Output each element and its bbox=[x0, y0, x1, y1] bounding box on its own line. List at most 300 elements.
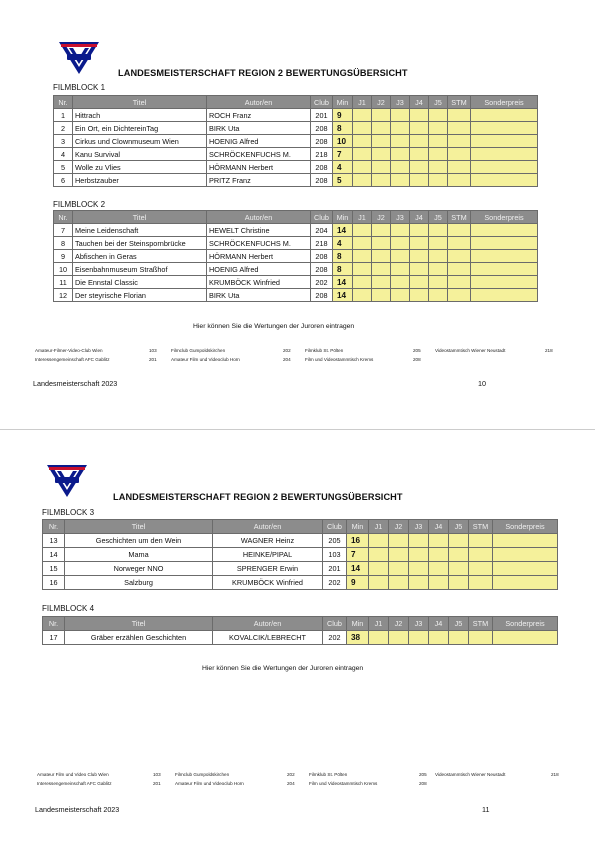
cell-min: 8 bbox=[333, 250, 353, 263]
score-cell-stm[interactable] bbox=[469, 576, 493, 590]
club-code: 103 bbox=[153, 772, 161, 777]
cell-authors: WAGNER Heinz bbox=[213, 534, 323, 548]
score-cell-j1[interactable] bbox=[353, 276, 372, 289]
score-cell-j2[interactable] bbox=[389, 576, 409, 590]
cell-authors: HÖRMANN Herbert bbox=[207, 250, 311, 263]
score-cell-prize[interactable] bbox=[471, 237, 538, 250]
score-cell-j5[interactable] bbox=[429, 289, 448, 302]
cell-title: Gräber erzählen Geschichten bbox=[65, 631, 213, 645]
table-header-row bbox=[43, 520, 558, 534]
score-cell-j2[interactable] bbox=[372, 276, 391, 289]
cell-club: 208 bbox=[311, 122, 333, 135]
score-cell-stm[interactable] bbox=[469, 534, 493, 548]
score-cell-j5[interactable] bbox=[429, 237, 448, 250]
page-number: 10 bbox=[478, 379, 486, 388]
score-cell-j4[interactable] bbox=[410, 224, 429, 237]
score-cell-prize[interactable] bbox=[471, 224, 538, 237]
cell-min: 10 bbox=[333, 135, 353, 148]
score-cell-prize[interactable] bbox=[493, 576, 558, 590]
score-cell-j4[interactable] bbox=[410, 289, 429, 302]
cell-title: Hittrach bbox=[73, 109, 207, 122]
filmblock-4-table bbox=[42, 616, 558, 645]
cell-title: Herbstzauber bbox=[73, 174, 207, 187]
cell-min: 38 bbox=[347, 631, 369, 645]
cell-nr: 5 bbox=[54, 161, 73, 174]
table-row bbox=[43, 562, 558, 576]
score-cell-prize[interactable] bbox=[471, 135, 538, 148]
cell-nr: 14 bbox=[43, 548, 65, 562]
cell-authors: BIRK Uta bbox=[207, 289, 311, 302]
cell-club: 201 bbox=[323, 562, 347, 576]
score-cell-stm[interactable] bbox=[448, 237, 471, 250]
score-cell-prize[interactable] bbox=[471, 263, 538, 276]
score-cell-j1[interactable] bbox=[353, 122, 372, 135]
score-cell-prize[interactable] bbox=[493, 562, 558, 576]
score-cell-j1[interactable] bbox=[369, 562, 389, 576]
cell-nr: 10 bbox=[54, 263, 73, 276]
cell-club: 218 bbox=[311, 237, 333, 250]
score-cell-j2[interactable] bbox=[372, 224, 391, 237]
jury-hint: Hier können Sie die Wertungen der Juroren eintragen bbox=[202, 665, 364, 672]
cell-title: Cirkus und Clownmuseum Wien bbox=[73, 135, 207, 148]
cell-club: 205 bbox=[323, 534, 347, 548]
cell-min: 5 bbox=[333, 174, 353, 187]
cell-authors: SCHRÖCKENFUCHS M. bbox=[207, 237, 311, 250]
col-header-club: Club bbox=[323, 520, 347, 534]
score-cell-j4[interactable] bbox=[410, 263, 429, 276]
cell-nr: 4 bbox=[54, 148, 73, 161]
score-cell-j2[interactable] bbox=[372, 250, 391, 263]
col-header-authors: Autor/en bbox=[213, 520, 323, 534]
club-name: Amateur Film und Video Club Wien bbox=[37, 772, 109, 777]
cell-title: Mama bbox=[65, 548, 213, 562]
score-cell-j1[interactable] bbox=[353, 148, 372, 161]
club-name: Videostammtisch Wiener Neustadt bbox=[435, 772, 506, 777]
score-cell-prize[interactable] bbox=[471, 161, 538, 174]
col-header-j4: J4 bbox=[429, 520, 449, 534]
score-cell-j4[interactable] bbox=[429, 562, 449, 576]
cell-authors: KOVALCIK/LEBRECHT bbox=[213, 631, 323, 645]
score-cell-stm[interactable] bbox=[448, 148, 471, 161]
col-header-j1: J1 bbox=[369, 520, 389, 534]
score-cell-stm[interactable] bbox=[469, 548, 493, 562]
filmblock-2-table bbox=[53, 210, 538, 302]
score-cell-prize[interactable] bbox=[471, 122, 538, 135]
club-code: 205 bbox=[419, 772, 427, 777]
filmblock-2-label: FILMBLOCK 2 bbox=[53, 200, 106, 209]
club-code: 204 bbox=[283, 357, 291, 362]
cell-club: 103 bbox=[323, 548, 347, 562]
score-cell-j2[interactable] bbox=[372, 263, 391, 276]
club-code: 204 bbox=[287, 781, 295, 786]
col-header-prize: Sonderpreis bbox=[471, 96, 538, 109]
club-name: Amateur Film und Videoclub Horn bbox=[171, 357, 240, 362]
club-code: 205 bbox=[413, 348, 421, 353]
score-cell-j5[interactable] bbox=[449, 631, 469, 645]
score-cell-j1[interactable] bbox=[353, 135, 372, 148]
club-code: 103 bbox=[149, 348, 157, 353]
score-cell-j5[interactable] bbox=[429, 174, 448, 187]
score-cell-prize[interactable] bbox=[471, 174, 538, 187]
score-cell-j3[interactable] bbox=[391, 135, 410, 148]
score-cell-j2[interactable] bbox=[372, 122, 391, 135]
score-cell-stm[interactable] bbox=[448, 289, 471, 302]
cell-title: Salzburg bbox=[65, 576, 213, 590]
footer-title: Landesmeisterschaft 2023 bbox=[33, 379, 118, 388]
col-header-j3: J3 bbox=[409, 617, 429, 631]
filmblock-1-label: FILMBLOCK 1 bbox=[53, 83, 106, 92]
score-cell-j5[interactable] bbox=[449, 534, 469, 548]
col-header-j1: J1 bbox=[369, 617, 389, 631]
cell-title: Abfischen in Geras bbox=[73, 250, 207, 263]
cell-club: 202 bbox=[323, 631, 347, 645]
score-cell-j4[interactable] bbox=[410, 237, 429, 250]
score-cell-j3[interactable] bbox=[391, 276, 410, 289]
col-header-j2: J2 bbox=[389, 520, 409, 534]
col-header-stm: STM bbox=[448, 211, 471, 224]
cell-nr: 16 bbox=[43, 576, 65, 590]
col-header-j1: J1 bbox=[353, 96, 372, 109]
score-cell-j2[interactable] bbox=[372, 237, 391, 250]
cell-club: 218 bbox=[311, 148, 333, 161]
score-cell-prize[interactable] bbox=[471, 276, 538, 289]
score-cell-j1[interactable] bbox=[353, 109, 372, 122]
cell-club: 204 bbox=[311, 224, 333, 237]
score-cell-prize[interactable] bbox=[493, 548, 558, 562]
table-row bbox=[54, 148, 538, 161]
score-cell-j3[interactable] bbox=[391, 289, 410, 302]
score-cell-j1[interactable] bbox=[353, 263, 372, 276]
score-cell-j2[interactable] bbox=[372, 289, 391, 302]
club-name: Interessengemeinschaft AFC Gablitz bbox=[35, 357, 110, 362]
col-header-j5: J5 bbox=[449, 617, 469, 631]
cell-min: 4 bbox=[333, 161, 353, 174]
cell-min: 7 bbox=[333, 148, 353, 161]
col-header-title: Titel bbox=[73, 96, 207, 109]
club-name: Filmklub St. Pölten bbox=[305, 348, 344, 353]
score-cell-j5[interactable] bbox=[449, 576, 469, 590]
col-header-authors: Autor/en bbox=[207, 96, 311, 109]
table-row bbox=[43, 534, 558, 548]
score-cell-stm[interactable] bbox=[469, 562, 493, 576]
table-header-row bbox=[54, 96, 538, 109]
score-cell-j5[interactable] bbox=[429, 109, 448, 122]
score-cell-j4[interactable] bbox=[410, 161, 429, 174]
cell-authors: HEWELT Christine bbox=[207, 224, 311, 237]
table-row bbox=[54, 263, 538, 276]
page-11 bbox=[0, 430, 595, 841]
club-name: Amateur-Filmer-Video-Club Wien bbox=[35, 348, 103, 353]
table-row bbox=[54, 237, 538, 250]
club-code: 218 bbox=[545, 348, 553, 353]
club-code: 208 bbox=[419, 781, 427, 786]
score-cell-j4[interactable] bbox=[410, 276, 429, 289]
cell-min: 14 bbox=[333, 289, 353, 302]
col-header-j5: J5 bbox=[429, 96, 448, 109]
score-cell-j5[interactable] bbox=[449, 562, 469, 576]
score-cell-j4[interactable] bbox=[410, 250, 429, 263]
col-header-nr: Nr. bbox=[54, 96, 73, 109]
score-cell-j3[interactable] bbox=[391, 109, 410, 122]
score-cell-j3[interactable] bbox=[391, 237, 410, 250]
score-cell-j1[interactable] bbox=[353, 250, 372, 263]
col-header-j4: J4 bbox=[410, 96, 429, 109]
score-cell-prize[interactable] bbox=[471, 250, 538, 263]
cell-club: 208 bbox=[311, 161, 333, 174]
score-cell-j5[interactable] bbox=[429, 224, 448, 237]
score-cell-j4[interactable] bbox=[410, 122, 429, 135]
col-header-club: Club bbox=[311, 211, 333, 224]
cell-club: 208 bbox=[311, 174, 333, 187]
score-cell-j5[interactable] bbox=[429, 276, 448, 289]
score-cell-j3[interactable] bbox=[409, 562, 429, 576]
col-header-j4: J4 bbox=[410, 211, 429, 224]
score-cell-j4[interactable] bbox=[429, 548, 449, 562]
cell-title: Der steyrische Florian bbox=[73, 289, 207, 302]
page-title: LANDESMEISTERSCHAFT REGION 2 BEWERTUNGSÜBERSICHT bbox=[118, 68, 408, 78]
club-name: Filmklub St. Pölten bbox=[309, 772, 348, 777]
score-cell-j2[interactable] bbox=[389, 534, 409, 548]
cell-min: 4 bbox=[333, 237, 353, 250]
cell-min: 9 bbox=[347, 576, 369, 590]
score-cell-j1[interactable] bbox=[353, 174, 372, 187]
score-cell-prize[interactable] bbox=[493, 631, 558, 645]
cell-authors: PRITZ Franz bbox=[207, 174, 311, 187]
col-header-j3: J3 bbox=[391, 211, 410, 224]
score-cell-j1[interactable] bbox=[353, 224, 372, 237]
table-row bbox=[54, 135, 538, 148]
club-code: 202 bbox=[287, 772, 295, 777]
col-header-prize: Sonderpreis bbox=[471, 211, 538, 224]
col-header-min: Min bbox=[333, 96, 353, 109]
score-cell-j5[interactable] bbox=[429, 135, 448, 148]
club-code: 202 bbox=[283, 348, 291, 353]
score-cell-j5[interactable] bbox=[449, 548, 469, 562]
cell-authors: HOENIG Alfred bbox=[207, 135, 311, 148]
score-cell-j3[interactable] bbox=[409, 576, 429, 590]
score-cell-j1[interactable] bbox=[369, 576, 389, 590]
col-header-min: Min bbox=[347, 617, 369, 631]
cell-club: 208 bbox=[311, 135, 333, 148]
cell-authors: KRUMBÖCK Winfried bbox=[213, 576, 323, 590]
club-legend bbox=[35, 347, 575, 367]
score-cell-j4[interactable] bbox=[410, 135, 429, 148]
score-cell-j2[interactable] bbox=[372, 174, 391, 187]
score-cell-j1[interactable] bbox=[369, 548, 389, 562]
score-cell-stm[interactable] bbox=[448, 174, 471, 187]
cell-authors: ROCH Franz bbox=[207, 109, 311, 122]
club-legend bbox=[37, 771, 577, 791]
score-cell-j2[interactable] bbox=[372, 109, 391, 122]
col-header-j4: J4 bbox=[429, 617, 449, 631]
score-cell-stm[interactable] bbox=[448, 250, 471, 263]
club-name: Filmclub Gumpoldskirchen bbox=[175, 772, 230, 777]
score-cell-j2[interactable] bbox=[389, 562, 409, 576]
score-cell-j3[interactable] bbox=[409, 548, 429, 562]
score-cell-j2[interactable] bbox=[372, 135, 391, 148]
cell-title: Ein Ort, ein DichtereinTag bbox=[73, 122, 207, 135]
score-cell-stm[interactable] bbox=[469, 631, 493, 645]
score-cell-j4[interactable] bbox=[429, 576, 449, 590]
club-code: 201 bbox=[153, 781, 161, 786]
col-header-stm: STM bbox=[469, 520, 493, 534]
table-row bbox=[54, 276, 538, 289]
cell-title: Kanu Survival bbox=[73, 148, 207, 161]
cell-authors: BIRK Uta bbox=[207, 122, 311, 135]
cell-title: Meine Leidenschaft bbox=[73, 224, 207, 237]
cell-nr: 13 bbox=[43, 534, 65, 548]
score-cell-prize[interactable] bbox=[493, 534, 558, 548]
score-cell-j4[interactable] bbox=[429, 631, 449, 645]
cell-authors: HÖRMANN Herbert bbox=[207, 161, 311, 174]
score-cell-j4[interactable] bbox=[410, 109, 429, 122]
association-logo bbox=[45, 463, 89, 499]
page-title: LANDESMEISTERSCHAFT REGION 2 BEWERTUNGSÜBERSICHT bbox=[113, 492, 403, 502]
score-cell-j5[interactable] bbox=[429, 250, 448, 263]
cell-min: 8 bbox=[333, 263, 353, 276]
score-cell-j3[interactable] bbox=[391, 250, 410, 263]
club-code: 201 bbox=[149, 357, 157, 362]
col-header-j5: J5 bbox=[429, 211, 448, 224]
score-cell-stm[interactable] bbox=[448, 135, 471, 148]
table-row bbox=[54, 250, 538, 263]
cell-title: Eisenbahnmuseum Straßhof bbox=[73, 263, 207, 276]
col-header-stm: STM bbox=[469, 617, 493, 631]
col-header-j2: J2 bbox=[372, 211, 391, 224]
association-logo bbox=[57, 40, 101, 76]
filmblock-4-label: FILMBLOCK 4 bbox=[42, 604, 95, 613]
score-cell-j1[interactable] bbox=[369, 631, 389, 645]
col-header-min: Min bbox=[347, 520, 369, 534]
col-header-nr: Nr. bbox=[43, 520, 65, 534]
score-cell-j3[interactable] bbox=[391, 148, 410, 161]
table-header-row bbox=[43, 617, 558, 631]
col-header-title: Titel bbox=[73, 211, 207, 224]
col-header-j1: J1 bbox=[353, 211, 372, 224]
cell-min: 14 bbox=[333, 224, 353, 237]
cell-club: 202 bbox=[311, 276, 333, 289]
score-cell-stm[interactable] bbox=[448, 224, 471, 237]
score-cell-j4[interactable] bbox=[410, 174, 429, 187]
cell-min: 14 bbox=[333, 276, 353, 289]
score-cell-prize[interactable] bbox=[471, 109, 538, 122]
score-cell-stm[interactable] bbox=[448, 109, 471, 122]
score-cell-j2[interactable] bbox=[372, 148, 391, 161]
cell-nr: 2 bbox=[54, 122, 73, 135]
cell-authors: HOENIG Alfred bbox=[207, 263, 311, 276]
cell-nr: 11 bbox=[54, 276, 73, 289]
cell-authors: SPRENGER Erwin bbox=[213, 562, 323, 576]
score-cell-j2[interactable] bbox=[389, 631, 409, 645]
col-header-j2: J2 bbox=[389, 617, 409, 631]
score-cell-j1[interactable] bbox=[353, 161, 372, 174]
score-cell-stm[interactable] bbox=[448, 263, 471, 276]
cell-nr: 15 bbox=[43, 562, 65, 576]
club-name: Film und Videostammtisch Krems bbox=[309, 781, 378, 786]
col-header-title: Titel bbox=[65, 617, 213, 631]
club-code: 218 bbox=[551, 772, 559, 777]
cell-authors: HEINKE/PIPAL bbox=[213, 548, 323, 562]
score-cell-j5[interactable] bbox=[429, 161, 448, 174]
score-cell-j2[interactable] bbox=[389, 548, 409, 562]
filmblock-3-table bbox=[42, 519, 558, 590]
table-row bbox=[54, 161, 538, 174]
cell-nr: 1 bbox=[54, 109, 73, 122]
cell-min: 7 bbox=[347, 548, 369, 562]
cell-title: Norweger NNO bbox=[65, 562, 213, 576]
cell-title: Tauchen bei der Steinspornbrücke bbox=[73, 237, 207, 250]
cell-authors: KRUMBÖCK Winfried bbox=[207, 276, 311, 289]
score-cell-j3[interactable] bbox=[391, 122, 410, 135]
table-row bbox=[54, 224, 538, 237]
jury-hint: Hier können Sie die Wertungen der Juroren eintragen bbox=[193, 323, 355, 330]
cell-min: 14 bbox=[347, 562, 369, 576]
club-name: Film und Videostammtisch Krems bbox=[305, 357, 374, 362]
table-row bbox=[43, 631, 558, 645]
score-cell-stm[interactable] bbox=[448, 161, 471, 174]
score-cell-j3[interactable] bbox=[391, 263, 410, 276]
score-cell-j5[interactable] bbox=[429, 148, 448, 161]
cell-title: Wolle zu Vlies bbox=[73, 161, 207, 174]
filmblock-3-label: FILMBLOCK 3 bbox=[42, 508, 95, 517]
col-header-j3: J3 bbox=[409, 520, 429, 534]
cell-authors: SCHRÖCKENFUCHS M. bbox=[207, 148, 311, 161]
col-header-title: Titel bbox=[65, 520, 213, 534]
col-header-prize: Sonderpreis bbox=[493, 520, 558, 534]
cell-club: 201 bbox=[311, 109, 333, 122]
score-cell-j3[interactable] bbox=[391, 161, 410, 174]
cell-club: 202 bbox=[323, 576, 347, 590]
score-cell-j4[interactable] bbox=[410, 148, 429, 161]
score-cell-j2[interactable] bbox=[372, 161, 391, 174]
club-name: Interessengemeinschaft AFC Gablitz bbox=[37, 781, 112, 786]
cell-min: 16 bbox=[347, 534, 369, 548]
table-row bbox=[54, 109, 538, 122]
cell-nr: 9 bbox=[54, 250, 73, 263]
score-cell-j1[interactable] bbox=[369, 534, 389, 548]
score-cell-prize[interactable] bbox=[471, 289, 538, 302]
score-cell-prize[interactable] bbox=[471, 148, 538, 161]
score-cell-stm[interactable] bbox=[448, 122, 471, 135]
cell-club: 208 bbox=[311, 289, 333, 302]
table-row bbox=[43, 548, 558, 562]
cell-nr: 12 bbox=[54, 289, 73, 302]
score-cell-j1[interactable] bbox=[353, 237, 372, 250]
club-name: Filmclub Gumpoldskirchen bbox=[171, 348, 226, 353]
cell-nr: 7 bbox=[54, 224, 73, 237]
score-cell-j3[interactable] bbox=[409, 631, 429, 645]
score-cell-j3[interactable] bbox=[391, 224, 410, 237]
col-header-nr: Nr. bbox=[43, 617, 65, 631]
col-header-j3: J3 bbox=[391, 96, 410, 109]
club-code: 208 bbox=[413, 357, 421, 362]
cell-title: Die Ennstal Classic bbox=[73, 276, 207, 289]
col-header-prize: Sonderpreis bbox=[493, 617, 558, 631]
cell-nr: 8 bbox=[54, 237, 73, 250]
score-cell-j3[interactable] bbox=[391, 174, 410, 187]
cell-nr: 6 bbox=[54, 174, 73, 187]
score-cell-j5[interactable] bbox=[429, 122, 448, 135]
score-cell-j5[interactable] bbox=[429, 263, 448, 276]
cell-min: 9 bbox=[333, 109, 353, 122]
score-cell-j4[interactable] bbox=[429, 534, 449, 548]
score-cell-stm[interactable] bbox=[448, 276, 471, 289]
col-header-stm: STM bbox=[448, 96, 471, 109]
score-cell-j3[interactable] bbox=[409, 534, 429, 548]
table-row bbox=[54, 289, 538, 302]
score-cell-j1[interactable] bbox=[353, 289, 372, 302]
cell-nr: 3 bbox=[54, 135, 73, 148]
